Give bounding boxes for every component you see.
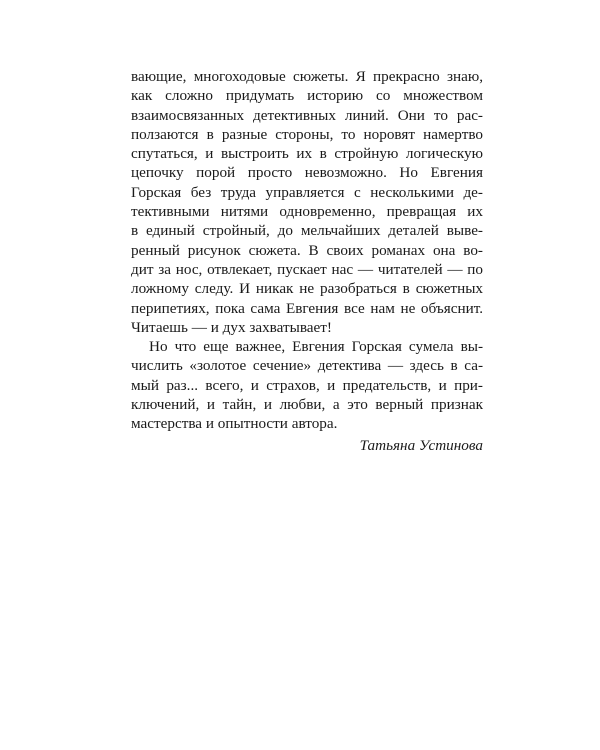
foreword-text (131, 67, 483, 455)
text-line: в единый стройный, до мельчайших деталей выве- (131, 222, 483, 240)
text-line: Читаешь — и дух захватывает! (131, 318, 332, 336)
text-line: ползаются в разные стороны, то норовят намертво (131, 125, 483, 143)
text-line: дит за нос, отвлекает, пускает нас — читателей — по (131, 260, 483, 278)
text-line: взаимосвязанных детективных линий. Они то рас- (131, 106, 483, 124)
text-line: перипетиях, пока сама Евгения все нам не объяснит. (131, 299, 483, 317)
text-line: ключений, и тайн, и любви, а это верный признак (131, 396, 483, 414)
text-line: Горская без труда управляется с несколькими де- (131, 183, 483, 201)
text-line: вающие, многоходовые сюжеты. Я прекрасно знаю, (131, 68, 483, 85)
text-line: спутаться, и выстроить их в стройную логическую (131, 145, 483, 163)
text-line: мый раз... всего, и страхов, и предательств, и при- (131, 376, 483, 394)
text-line: тективными нитями одновременно, превращая их (131, 203, 483, 221)
text-line: как сложно придумать историю со множеством (131, 87, 483, 105)
text-line: ложному следу. И никак не разобраться в сюжетных (131, 280, 483, 298)
text-line: цепочку порой просто невозможно. Но Евгения (131, 164, 483, 182)
author-signature: Татьяна Устинова (359, 436, 483, 454)
text-line: мастерства и опытности автора. (131, 415, 338, 433)
text-line: Но что еще важнее, Евгения Горская сумела вы- (149, 338, 483, 356)
text-line: числить «золотое сечение» детектива — здесь в са- (131, 357, 483, 375)
text-line: ренный рисунок сюжета. В своих романах она во- (131, 241, 483, 259)
